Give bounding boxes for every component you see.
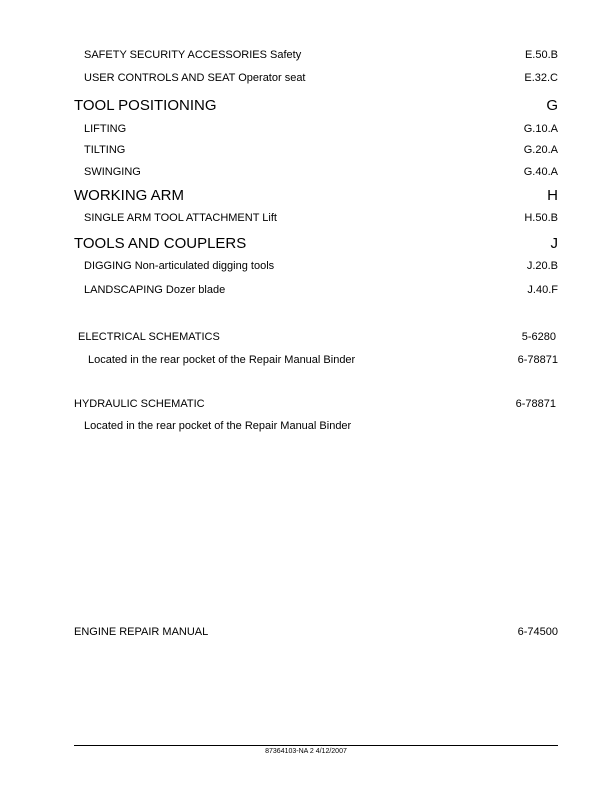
toc-entry-ref: E.50.B bbox=[524, 49, 558, 61]
toc-entry-ref: G.10.A bbox=[523, 123, 558, 135]
section-title: WORKING ARM bbox=[74, 187, 185, 204]
electrical-note-ref: 6-78871 bbox=[517, 354, 558, 366]
toc-entry-ref: G.20.A bbox=[523, 144, 558, 156]
toc-entry-title: LANDSCAPING Dozer blade bbox=[84, 284, 226, 296]
toc-entry-title: SWINGING bbox=[84, 166, 141, 178]
engine-repair-manual-ref: 6-74500 bbox=[517, 626, 558, 638]
section-title: TOOLS AND COUPLERS bbox=[74, 235, 247, 252]
section-letter: H bbox=[547, 187, 558, 204]
section-letter: G bbox=[546, 97, 558, 114]
toc-entry-ref: E.32.C bbox=[524, 72, 558, 84]
electrical-schematics-ref: 5-6280 bbox=[521, 331, 556, 343]
electrical-schematics-title: ELECTRICAL SCHEMATICS bbox=[78, 331, 220, 343]
hydraulic-schematic-ref: 6-78871 bbox=[515, 398, 556, 410]
toc-entry-ref: J.20.B bbox=[526, 260, 558, 272]
page-footer: 87364103-NA 2 4/12/2007 bbox=[265, 748, 347, 755]
toc-entry-ref: H.50.B bbox=[524, 212, 558, 224]
engine-repair-manual-title: ENGINE REPAIR MANUAL bbox=[74, 626, 209, 638]
toc-entry-title: LIFTING bbox=[84, 123, 127, 135]
toc-entry-ref: J.40.F bbox=[527, 284, 558, 296]
electrical-note-text: Located in the rear pocket of the Repair Manual Binder bbox=[88, 354, 356, 366]
section-title: TOOL POSITIONING bbox=[74, 97, 217, 114]
section-letter: J bbox=[550, 235, 558, 252]
hydraulic-note-text: Located in the rear pocket of the Repair Manual Binder bbox=[84, 420, 352, 432]
toc-entry-title: USER CONTROLS AND SEAT Operator seat bbox=[84, 72, 306, 84]
toc-entry-title: TILTING bbox=[84, 144, 126, 156]
toc-entry-ref: G.40.A bbox=[523, 166, 558, 178]
toc-entry-title: SINGLE ARM TOOL ATTACHMENT Lift bbox=[84, 212, 277, 224]
hydraulic-schematic-title: HYDRAULIC SCHEMATIC bbox=[74, 398, 205, 410]
footer-divider bbox=[74, 745, 558, 746]
toc-entry-title: SAFETY SECURITY ACCESSORIES Safety bbox=[84, 49, 302, 61]
toc-entry-title: DIGGING Non-articulated digging tools bbox=[84, 260, 275, 272]
